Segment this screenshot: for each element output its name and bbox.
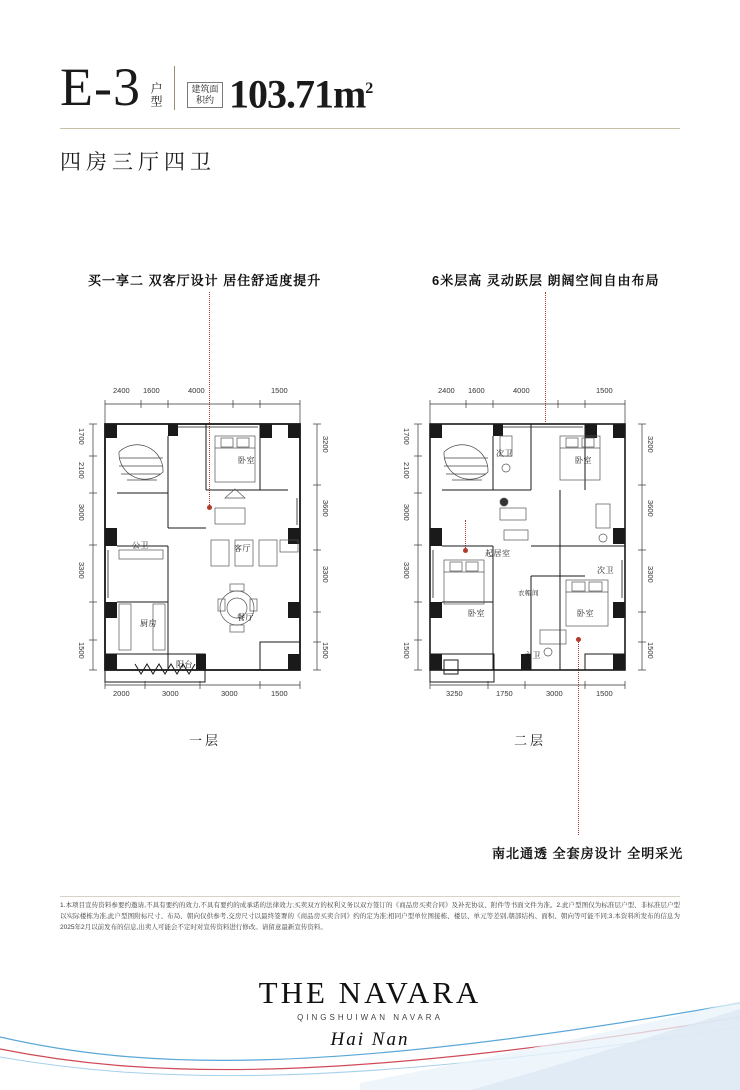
f1-dim-top-3: 1500 bbox=[271, 386, 288, 395]
f2-room-2: 起居室 bbox=[485, 549, 511, 558]
page-title: 四房三厅四卫 bbox=[60, 150, 216, 174]
f1-dim-bottom-3: 1500 bbox=[271, 689, 288, 698]
f2-dim-right-2: 3300 bbox=[646, 566, 655, 583]
f2-room-4: 卧室 bbox=[468, 609, 485, 618]
f1-dim-bottom-2: 3000 bbox=[221, 689, 238, 698]
floor-1-label: 一层 bbox=[188, 733, 221, 748]
feature-caption-left: 买一享二 双客厅设计 居住舒适度提升 bbox=[88, 273, 322, 288]
f2-dim-left-2: 3000 bbox=[402, 504, 411, 521]
footer bbox=[0, 965, 740, 1090]
feature-caption-right: 6米层高 灵动跃层 朗阔空间自由布局 bbox=[432, 273, 660, 288]
plan-code-suffix: 户型 bbox=[148, 82, 163, 108]
f1-dim-right-1: 3600 bbox=[321, 500, 330, 517]
header-divider bbox=[174, 66, 175, 110]
f2-room-1: 卧室 bbox=[575, 456, 592, 465]
f1-dim-left-4: 1500 bbox=[77, 642, 86, 659]
area-label: 建筑面积约 bbox=[187, 82, 223, 108]
brand-subtitle: QINGSHUIWAN NAVARA bbox=[297, 1013, 443, 1022]
header bbox=[60, 57, 680, 117]
f2-dim-top-1: 1600 bbox=[468, 386, 485, 395]
f2-room-6: 主卫 bbox=[524, 651, 541, 660]
f2-dim-left-4: 1500 bbox=[402, 642, 411, 659]
f1-dim-top-2: 4000 bbox=[188, 386, 205, 395]
f2-room-7: 衣帽间 bbox=[518, 590, 539, 597]
feature-caption-bottom: 南北通透 全套房设计 全明采光 bbox=[492, 846, 684, 861]
f2-room-0: 次卫 bbox=[496, 449, 513, 458]
floor-1-plan bbox=[75, 380, 335, 710]
f2-dim-left-0: 1700 bbox=[402, 428, 411, 445]
f1-dim-left-3: 3300 bbox=[77, 562, 86, 579]
f2-dim-left-3: 3300 bbox=[402, 562, 411, 579]
f1-dim-bottom-0: 2000 bbox=[113, 689, 130, 698]
floor-2-label: 二层 bbox=[513, 733, 546, 748]
f2-dim-bottom-2: 3000 bbox=[546, 689, 563, 698]
f1-dim-bottom-1: 3000 bbox=[162, 689, 179, 698]
f2-dim-right-3: 1500 bbox=[646, 642, 655, 659]
area-value: $103.71m^2$ bbox=[228, 71, 373, 116]
header-rule bbox=[60, 128, 680, 129]
disclaimer-rule bbox=[60, 896, 680, 897]
f2-dim-right-1: 3600 bbox=[646, 500, 655, 517]
f1-room-0: 卧室 bbox=[238, 456, 255, 465]
brand-location: Hai Nan bbox=[330, 1029, 410, 1050]
f2-room-5: 卧室 bbox=[577, 609, 594, 618]
f1-dim-right-2: 3300 bbox=[321, 566, 330, 583]
area-unit: 2 bbox=[365, 79, 373, 97]
brand-name: THE NAVARA bbox=[258, 975, 482, 1010]
f1-dim-right-0: 3200 bbox=[321, 436, 330, 453]
floor-1-drawing bbox=[75, 380, 335, 710]
f1-room-5: 阳台 bbox=[176, 660, 193, 669]
f1-dim-right-3: 1500 bbox=[321, 642, 330, 659]
f1-dim-left-2: 3000 bbox=[77, 504, 86, 521]
f2-dim-right-0: 3200 bbox=[646, 436, 655, 453]
f2-dim-top-2: 4000 bbox=[513, 386, 530, 395]
f1-room-3: 厨房 bbox=[140, 619, 157, 628]
f1-dim-top-0: 2400 bbox=[113, 386, 130, 395]
f1-room-4: 餐厅 bbox=[237, 613, 254, 622]
f2-room-3: 次卫 bbox=[597, 566, 614, 575]
f1-room-2: 客厅 bbox=[234, 544, 251, 553]
f2-dim-bottom-1: 1750 bbox=[496, 689, 513, 698]
disclaimer-text: 1.本项目宣传资料参要约邀请,不具有要约的效力,不具有要约的成承诺的法律效力;买卖双方的权利义务以双方签订的《商品房买卖合同》及补充协议、附件等书面文件为准。2.此户型图仅为标准层户型、非标准层户型以实际楼栋为准,此户型图附标尺寸、布局、朝向仅供参考,交房尺寸以最终签署的《商品房买卖合同》约的定为准;相同户型单位图接栋、楼层、单元等差别,朝部结构、面积、朝向等可能不同;3.本资料所发布的信息为2025年2月以前发布的信息,出卖人可能会不定时对宣传资料进行修改。请留意最新宣传资料。 bbox=[60, 902, 680, 931]
f1-dim-top-1: 1600 bbox=[143, 386, 160, 395]
f2-dim-top-3: 1500 bbox=[596, 386, 613, 395]
f2-dim-bottom-0: 3250 bbox=[446, 689, 463, 698]
f2-dim-left-1: 2100 bbox=[402, 462, 411, 479]
f1-room-1: 公卫 bbox=[132, 541, 149, 550]
f2-dim-top-0: 2400 bbox=[438, 386, 455, 395]
plan-code: E-3 bbox=[60, 57, 141, 117]
f2-dim-bottom-3: 1500 bbox=[596, 689, 613, 698]
f1-dim-left-0: 1700 bbox=[77, 428, 86, 445]
f1-dim-left-1: 2100 bbox=[77, 462, 86, 479]
